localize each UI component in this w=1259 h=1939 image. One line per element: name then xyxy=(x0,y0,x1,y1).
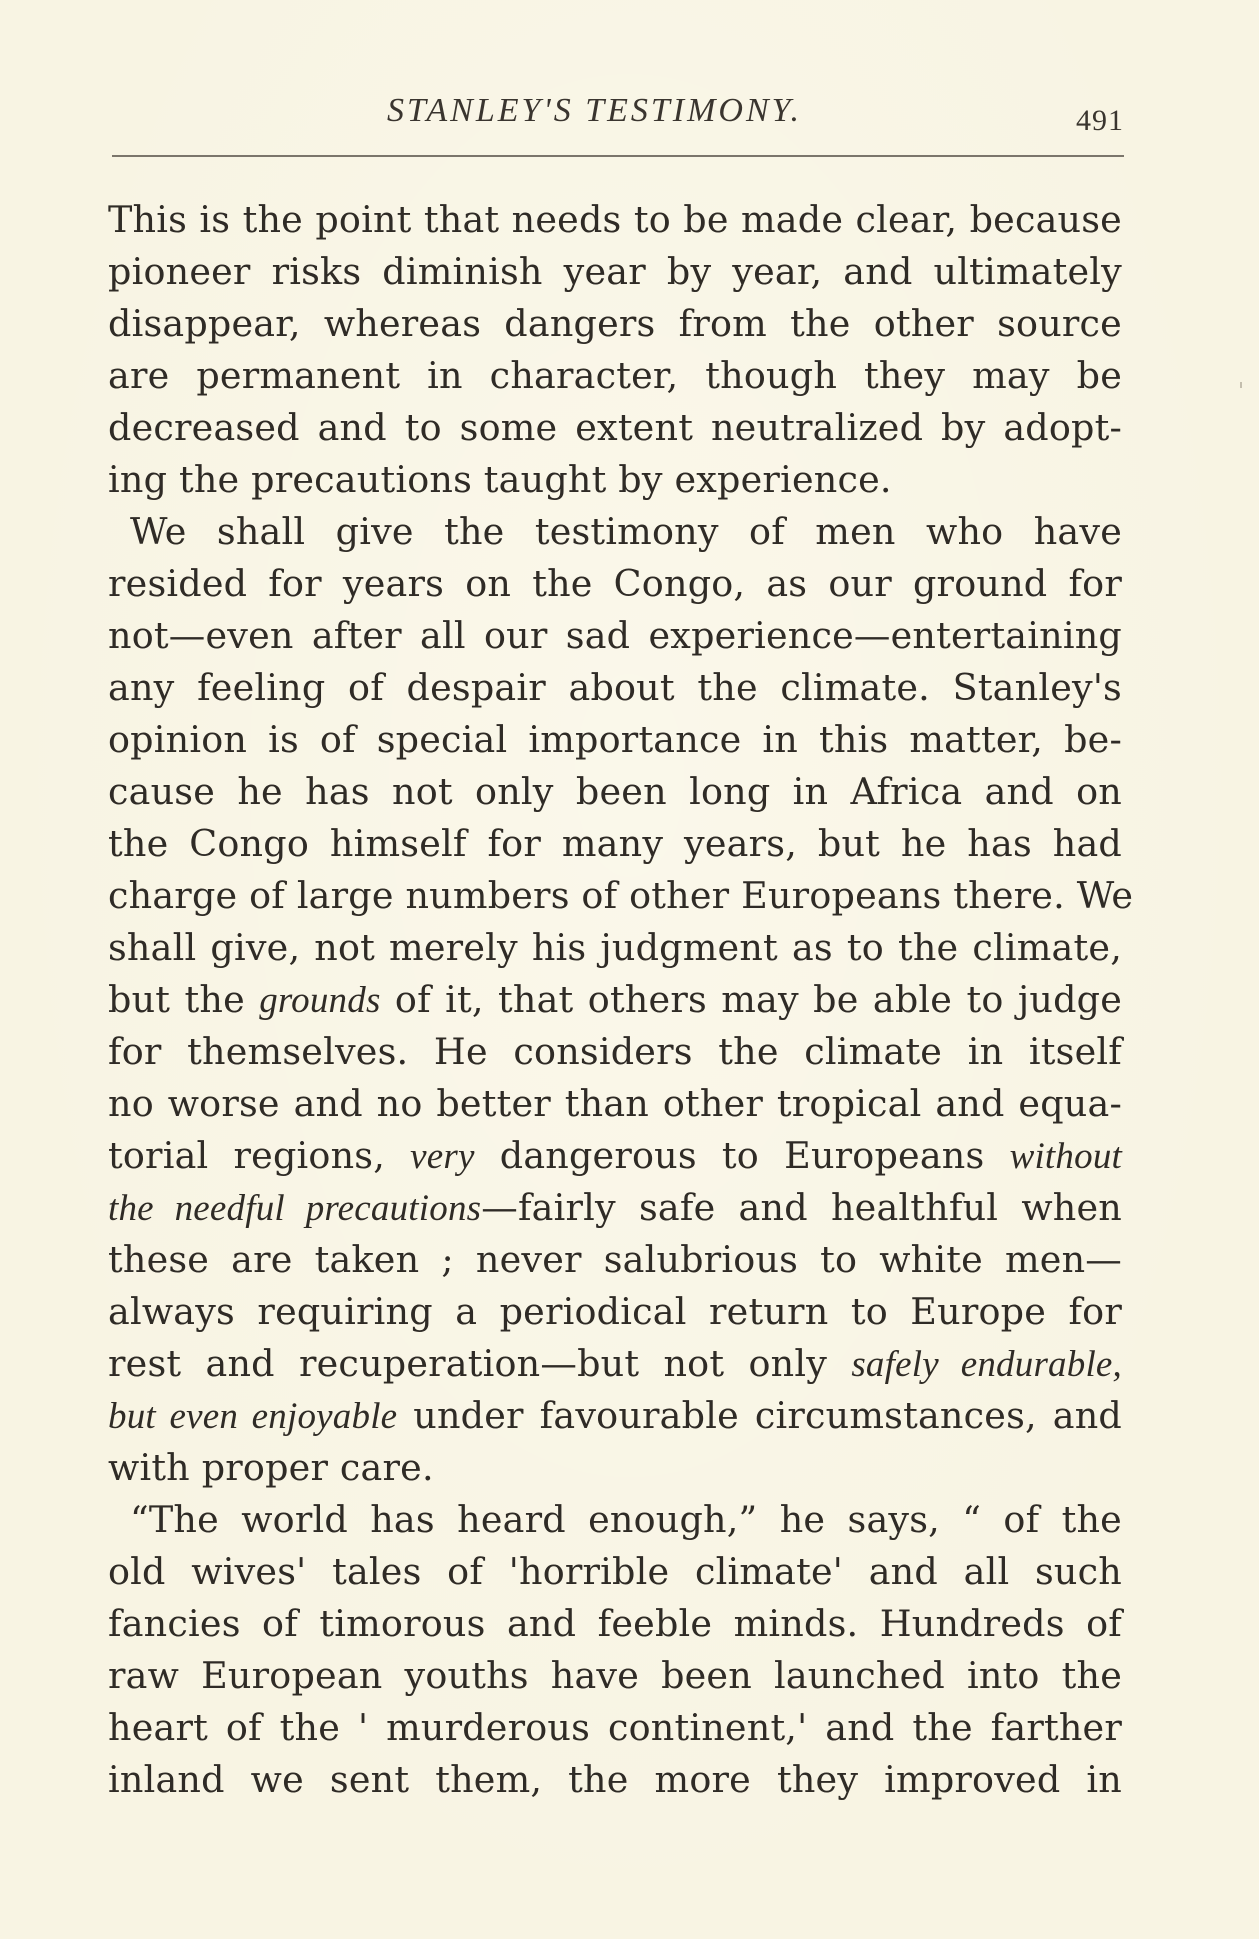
page-number: 491 xyxy=(1076,104,1124,137)
header-rule xyxy=(112,155,1124,157)
body-text xyxy=(108,194,1134,1806)
text-segment: heart of the ' murderous continent,' and the farther xyxy=(108,1706,1122,1749)
text-segment: This is the point that needs to be made clear, because xyxy=(108,198,1122,241)
text-line xyxy=(108,246,1122,298)
italic-text: the needful precautions xyxy=(108,1188,482,1229)
text-line xyxy=(108,454,1122,506)
text-line xyxy=(108,1026,1122,1078)
text-segment: shall give, not merely his judgment as to the climate, xyxy=(108,926,1122,969)
italic-text: grounds xyxy=(259,980,381,1021)
text-segment: torial regions, xyxy=(108,1134,411,1177)
text-segment: “The world has heard enough,” he says, “ of the xyxy=(130,1498,1122,1541)
text-line xyxy=(108,1130,1122,1182)
text-segment: no worse and no better than other tropical and equa- xyxy=(108,1082,1122,1125)
text-line xyxy=(108,1442,1122,1494)
text-segment: these are taken ; never salubrious to white men— xyxy=(108,1238,1122,1281)
text-segment: always requiring a periodical return to Europe for xyxy=(108,1290,1122,1333)
text-segment: charge of large numbers of other Europeans there. We xyxy=(108,874,1134,917)
text-segment: under favourable circumstances, and xyxy=(397,1394,1122,1437)
text-segment: rest and recuperation—but not only xyxy=(108,1342,852,1385)
text-line xyxy=(108,1338,1122,1390)
text-line xyxy=(108,662,1122,714)
text-line xyxy=(108,506,1122,558)
text-segment: ing the precautions taught by experience. xyxy=(108,458,892,501)
text-segment: decreased and to some extent neutralized by adopt- xyxy=(108,406,1122,449)
text-segment: We shall give the testimony of men who have xyxy=(130,510,1122,553)
text-segment: old wives' tales of 'horrible climate' and all such xyxy=(108,1550,1122,1593)
text-segment: raw European youths have been launched into the xyxy=(108,1654,1122,1697)
text-segment: the Congo himself for many years, but he has had xyxy=(108,822,1122,865)
text-line xyxy=(108,1078,1122,1130)
italic-text: but even enjoyable xyxy=(108,1396,398,1437)
text-line xyxy=(108,1390,1122,1442)
text-line xyxy=(108,766,1122,818)
text-line xyxy=(108,1286,1122,1338)
running-title: STANLEY'S TESTIMONY. xyxy=(387,92,802,129)
text-segment: opinion is of special importance in this matter, be- xyxy=(108,718,1122,761)
text-line xyxy=(108,298,1122,350)
text-line xyxy=(108,974,1122,1026)
text-segment: with proper care. xyxy=(108,1446,434,1489)
text-line xyxy=(108,818,1122,870)
text-segment: disappear, whereas dangers from the other source xyxy=(108,302,1122,345)
text-line xyxy=(108,1650,1122,1702)
text-segment: are permanent in character, though they may be xyxy=(108,354,1122,397)
text-line xyxy=(108,922,1122,974)
text-segment: cause he has not only been long in Africa and on xyxy=(108,770,1122,813)
text-line xyxy=(108,1754,1122,1806)
text-line xyxy=(108,1494,1122,1546)
text-segment: for themselves. He considers the climate in itself xyxy=(108,1030,1122,1073)
text-segment: but the xyxy=(108,978,260,1021)
text-segment: any feeling of despair about the climate. Stanley's xyxy=(108,666,1122,709)
text-segment: fancies of timorous and feeble minds. Hundreds of xyxy=(108,1602,1122,1645)
italic-text: safely endurable, xyxy=(851,1344,1122,1385)
text-line xyxy=(108,1234,1122,1286)
text-line xyxy=(108,1546,1122,1598)
text-line xyxy=(108,1182,1122,1234)
text-line xyxy=(108,714,1122,766)
text-line xyxy=(108,1598,1122,1650)
text-line xyxy=(108,194,1122,246)
italic-text: very xyxy=(410,1136,475,1177)
text-line xyxy=(108,870,1134,922)
text-segment: inland we sent them, the more they improved in xyxy=(108,1758,1122,1801)
text-line xyxy=(108,402,1122,454)
text-segment: not—even after all our sad experience—entertaining xyxy=(108,614,1122,657)
text-segment: dangerous to Europeans xyxy=(474,1134,1010,1177)
text-segment: pioneer risks diminish year by year, and ultimately xyxy=(108,250,1122,293)
text-line xyxy=(108,350,1122,402)
text-segment: resided for years on the Congo, as our ground for xyxy=(108,562,1122,605)
text-segment: of it, that others may be able to judge xyxy=(380,978,1122,1021)
italic-text: without xyxy=(1009,1136,1122,1177)
text-line xyxy=(108,558,1122,610)
text-line xyxy=(108,1702,1122,1754)
paper-speck xyxy=(1240,382,1242,388)
text-segment: —fairly safe and healthful when xyxy=(481,1186,1122,1229)
text-line xyxy=(108,610,1122,662)
